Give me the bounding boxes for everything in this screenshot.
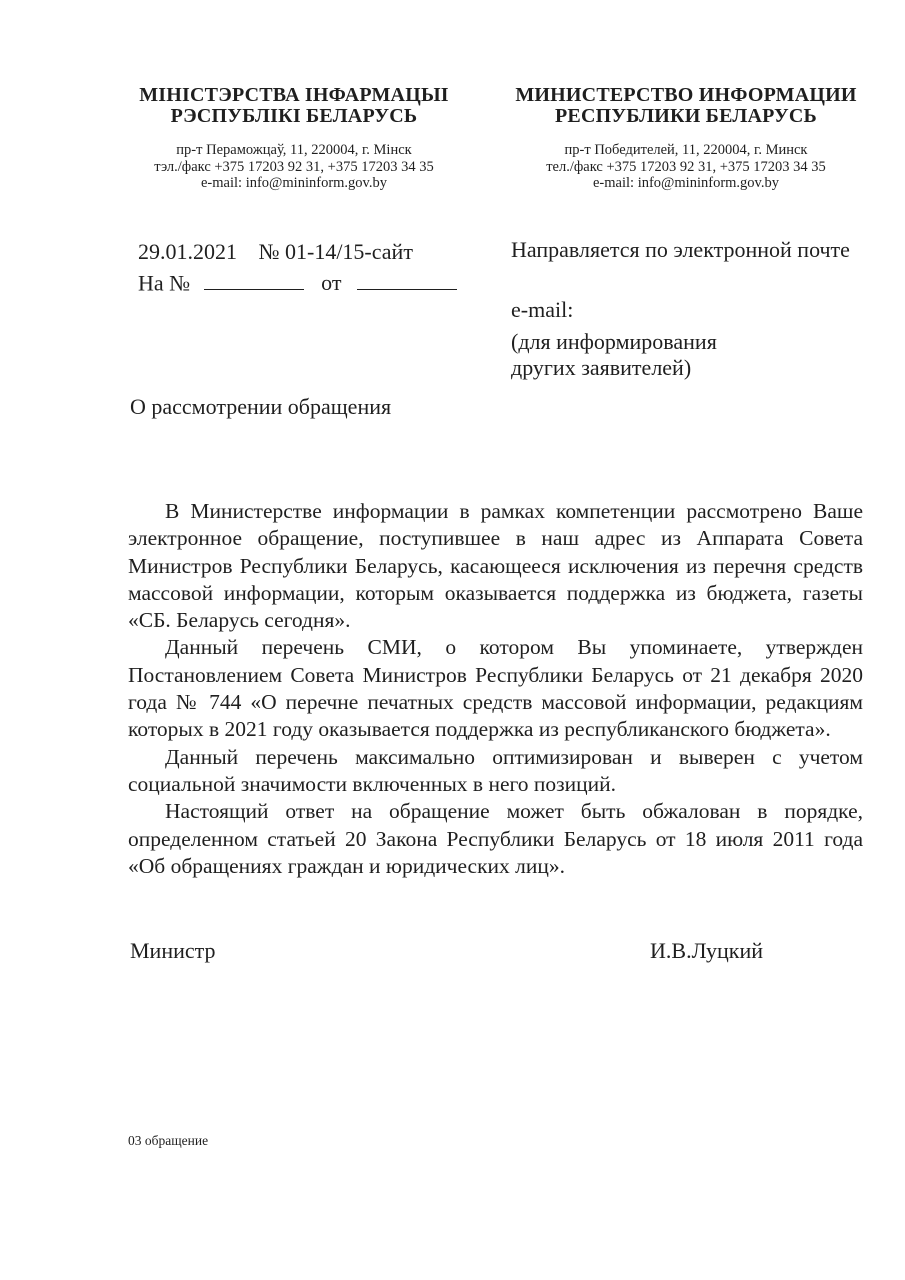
letter-body <box>128 498 863 880</box>
body-paragraph: Данный перечень максимально оптимизирован и выверен с учетом социальной значимости включенных в него позиций. <box>128 744 863 796</box>
org-title-line1: МИНИСТЕРСТВО ИНФОРМАЦИИ <box>515 84 857 106</box>
body-paragraph: Данный перечень СМИ, о котором Вы упоминаете, утвержден Постановлением Совета Министров Республики Беларусь от 21 декабря 2020 года № 744 «О перечне печатных средств массовой информации, редакциям которых в 2021 году оказывается поддержка из республиканского бюджета». <box>128 635 863 742</box>
recipient-note-line2: других заявителей) <box>511 355 692 380</box>
org-address: пр-т Пераможцаў, 11, 220004, г. Мінск <box>176 142 412 158</box>
date-number-line <box>138 236 457 267</box>
reply-reference-line <box>138 267 457 298</box>
letter-date: 29.01.2021 <box>138 239 237 264</box>
org-email: e-mail: info@mininform.gov.by <box>201 175 387 191</box>
org-contacts-belarusian <box>120 142 468 192</box>
org-title-line2: РЕСПУБЛИКИ БЕЛАРУСЬ <box>555 105 817 127</box>
body-paragraph: Настоящий ответ на обращение может быть обжалован в порядке, определенном статьей 20 Закона Республики Беларусь от 18 июля 2011 года «Об обращениях граждан и юридических лиц». <box>128 799 863 878</box>
org-title-russian <box>502 85 870 127</box>
org-title-line1: МІНІСТЭРСТВА ІНФАРМАЦЫІ <box>139 84 449 106</box>
recipient-note <box>511 329 881 381</box>
delivery-method-note: Направляется по электронной почте <box>511 237 850 262</box>
recipient-block <box>511 296 881 381</box>
clerical-mark: 03 обращение <box>128 1133 209 1148</box>
signer-name: И.В.Луцкий <box>650 938 763 963</box>
reply-prefix: На № <box>138 270 191 296</box>
org-title-belarusian <box>120 85 468 127</box>
reply-conjunction: от <box>321 270 342 296</box>
recipient-email-label: e-mail: <box>511 297 574 322</box>
org-contacts-russian <box>502 142 870 192</box>
signature-row <box>130 937 863 964</box>
org-title-line2: РЭСПУБЛІКІ БЕЛАРУСЬ <box>170 105 418 127</box>
org-phone: тел./факс +375 17203 92 31, +375 17203 34 35 <box>546 158 826 175</box>
org-phone: тэл./факс +375 17203 92 31, +375 17203 34 35 <box>154 158 434 175</box>
org-address: пр-т Победителей, 11, 220004, г. Минск <box>564 142 808 158</box>
reference-block <box>138 236 457 298</box>
body-paragraph: В Министерстве информации в рамках компетенции рассмотрено Ваше электронное обращение, поступившее в наш адрес из Аппарата Совета Министров Республики Беларусь, касающееся исключения из перечня средств массовой информации, которым оказывается поддержка из бюджета, газеты «СБ. Беларусь сегодня». <box>128 499 863 633</box>
org-email: e-mail: info@mininform.gov.by <box>593 175 779 191</box>
letterhead-russian <box>502 85 870 192</box>
signer-position: Министр <box>130 938 216 963</box>
subject-line: О рассмотрении обращения <box>130 394 392 419</box>
recipient-note-line1: (для информирования <box>511 329 717 354</box>
letter-number: № 01-14/15-сайт <box>258 239 413 264</box>
reply-number-blank <box>204 267 304 290</box>
letterhead-belarusian <box>120 85 468 192</box>
reply-date-blank <box>357 267 457 290</box>
